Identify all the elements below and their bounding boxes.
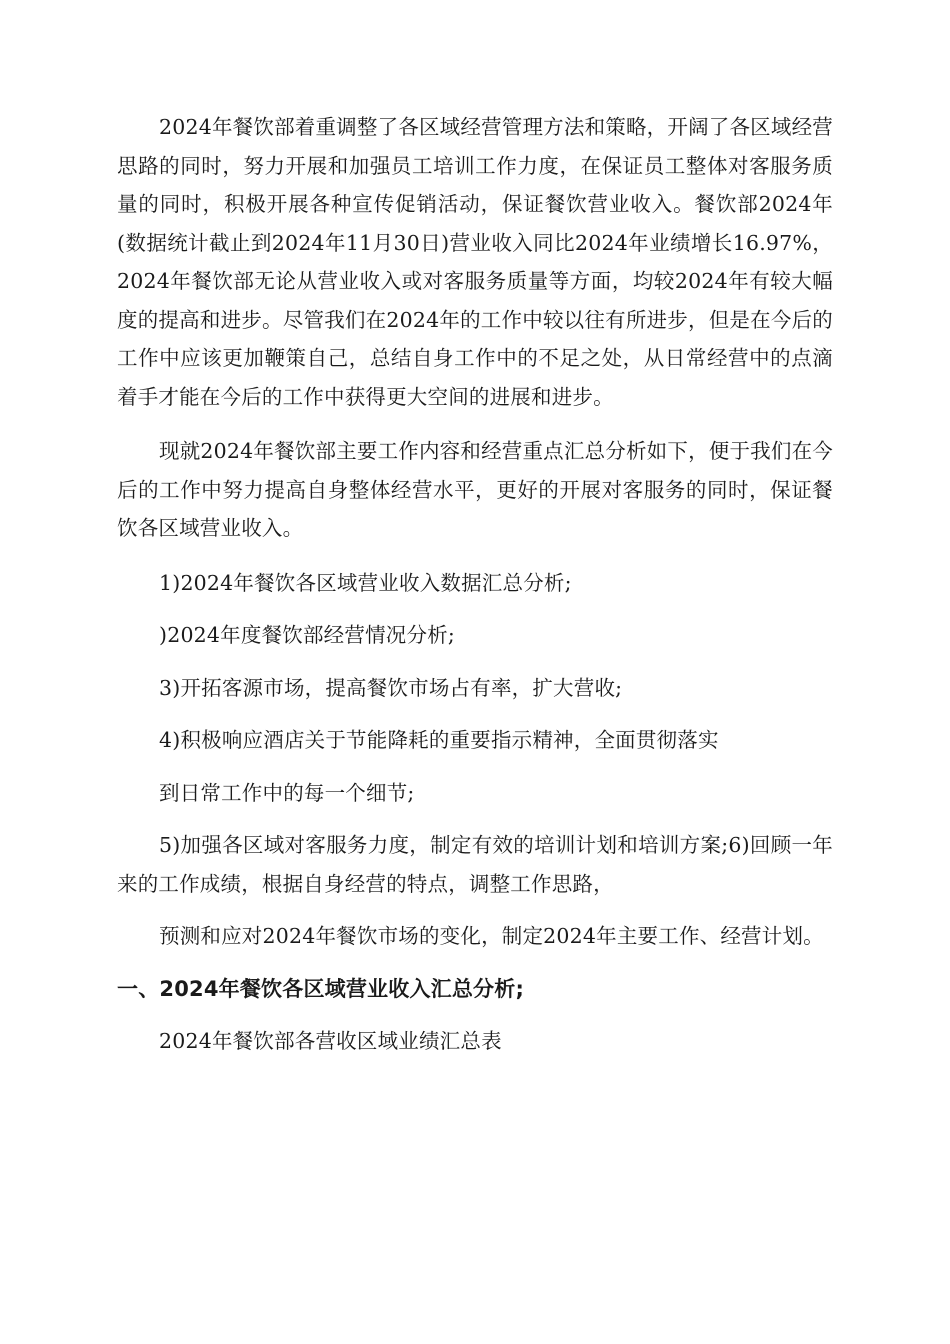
list-item: 到日常工作中的每一个细节; (159, 780, 415, 805)
list-item: 3)开拓客源市场，提高餐饮市场占有率，扩大营收; (159, 675, 623, 700)
list-item: 4)积极响应酒店关于节能降耗的重要指示精神，全面贯彻落实 (159, 728, 719, 752)
list-item: 预测和应对2024年餐饮市场的变化，制定2024年主要工作、经营计划。 (159, 924, 824, 948)
intro-paragraph: 2024年餐饮部着重调整了各区域经营管理方法和策略，开阔了各区域经营思路的同时，努力开展和加强员工培训工作力度，在保证员工整体对客服务质量的同时，积极开展各种宣传促销活动，保证餐饮营业收入。餐饮部2024年(数据统计截止到2024年11月30日)营业收入同比2024年业绩增长16.97%，2024年餐饮部无论从营业收入或对客服务质量等方面，均较2024年有较大幅度的提高和进步。尽管我们在2024年的工作中较以往有所进步，但是在今后的工作中应该更加鞭策自己，总结自身工作中的不足之处，从日常经营中的点滴着手才能在今后的工作中获得更大空间的进展和进步。 (117, 115, 833, 409)
list-item: 1)2024年餐饮各区域营业收入数据汇总分析; (159, 570, 572, 595)
list-item: 5)加强各区域对客服务力度，制定有效的培训计划和培训方案;6)回顾一年来的工作成绩，根据自身经营的特点，调整工作思路， (117, 833, 833, 896)
table-caption: 2024年餐饮部各营收区域业绩汇总表 (159, 1029, 502, 1053)
list-item: )2024年度餐饮部经营情况分析; (159, 623, 455, 647)
section-heading: 一、2024年餐饮各区域营业收入汇总分析; (117, 976, 525, 1001)
document-page (117, 108, 833, 1061)
summary-paragraph: 现就2024年餐饮部主要工作内容和经营重点汇总分析如下，便于我们在今后的工作中努力提高自身整体经营水平，更好的开展对客服务的同时，保证餐饮各区域营业收入。 (117, 439, 833, 540)
